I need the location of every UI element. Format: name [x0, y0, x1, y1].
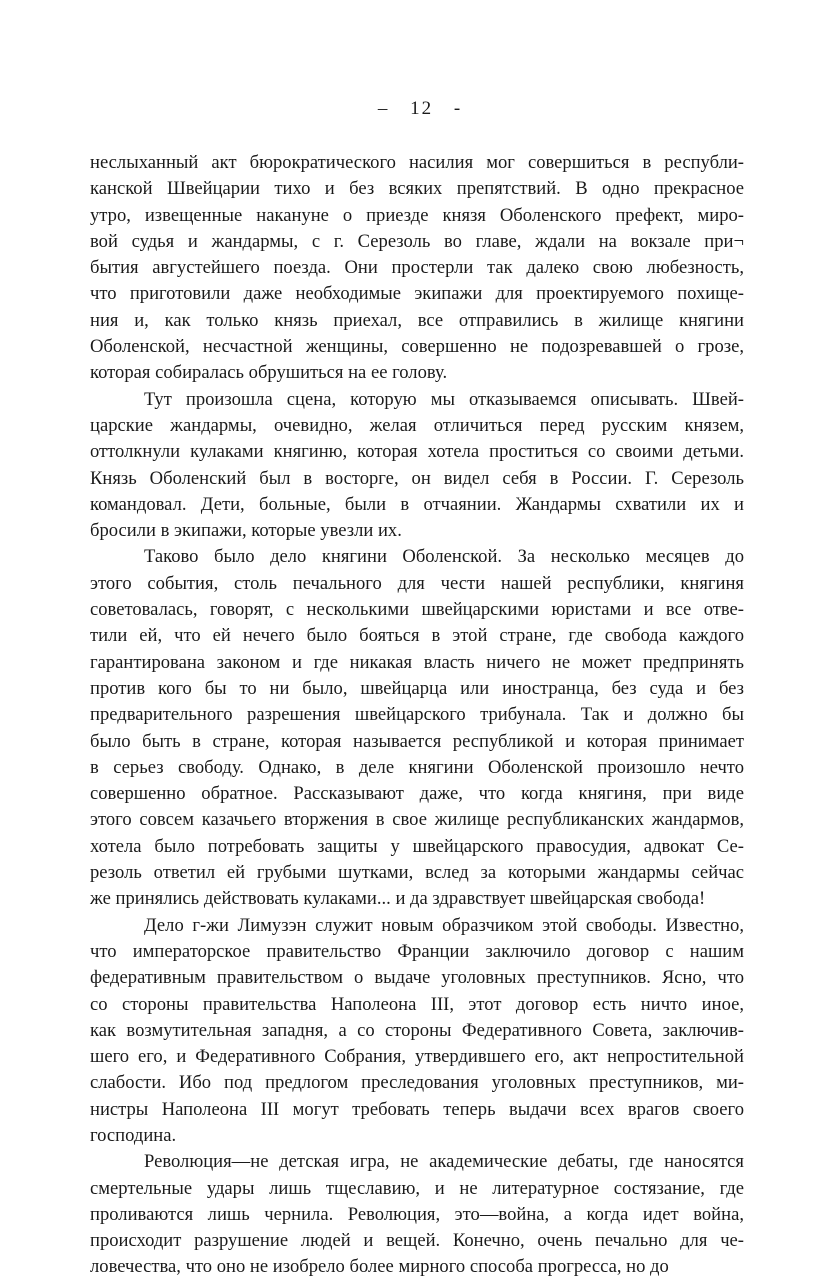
text-line: утро, извещенные накануне о приезде князя Оболенского префект, миро-	[90, 204, 744, 226]
paragraph	[90, 387, 744, 545]
text-line: слабости. Ибо под предлогом преследования уголовных преступников, ми-	[90, 1072, 744, 1094]
text-line: Оболенской, несчастной женщины, совершенно не подозревавшей о грозе,	[90, 336, 744, 358]
text-line: канской Швейцарии тихо и без всяких препятствий. В одно прекрасное	[90, 178, 744, 200]
text-line: происходит разрушение людей и вещей. Конечно, очень печально для че-	[90, 1230, 744, 1252]
text-line: со стороны правительства Наполеона III, этот договор есть ничто иное,	[90, 993, 744, 1015]
text-line: что императорское правительство Франции заключило договор с нашим	[90, 940, 744, 962]
text-line: Революция—не детская игра, не академические дебаты, где наносятся	[144, 1151, 744, 1173]
text-line: командовал. Дети, больные, были в отчаянии. Жандармы схватили их и	[90, 493, 744, 515]
text-line: ния и, как только князь приехал, все отправились в жилище княгини	[90, 309, 744, 331]
page-number-right-dash: -	[453, 98, 463, 119]
text-line: царские жандармы, очевидно, желая отличиться перед русским князем,	[90, 414, 744, 436]
text-line: этого совсем казачьего вторжения в свое жилище республиканских жандармов,	[90, 809, 744, 831]
text-line: оттолкнули кулаками княгиню, которая хотела проститься со своими детьми.	[90, 441, 744, 463]
text-line: гарантирована законом и где никакая власть ничего не может предпринять	[90, 651, 744, 673]
text-line: хотела было потребовать защиты у швейцарского правосудия, адвокат Се-	[90, 835, 744, 857]
text-line: что приготовили даже необходимые экипажи для проектируемого похище-	[90, 283, 744, 305]
body-text	[90, 150, 744, 1281]
text-line: неслыханный акт бюрократического насилия мог совершиться в республи-	[90, 152, 744, 173]
page-number-value: 12	[410, 98, 434, 119]
text-line: Тут произошла сцена, которую мы отказываемся описывать. Швей-	[144, 388, 744, 410]
text-line: в серьез свободу. Однако, в деле княгини Оболенской произошло нечто	[90, 756, 744, 778]
text-line: федеративным правительством о выдаче уголовных преступников. Ясно, что	[90, 967, 744, 989]
paragraph	[90, 544, 744, 912]
text-line: смертельные удары лишь тщеславию, и не литературное состязание, где	[90, 1177, 744, 1199]
text-line: шего его, и Федеративного Собрания, утвердившего его, акт непростительной	[90, 1046, 744, 1068]
text-line: резоль ответил ей грубыми шутками, вслед за которыми жандармы сейчас	[90, 862, 744, 884]
text-line: против кого бы то ни было, швейцарца или иностранца, без суда и без	[90, 677, 744, 699]
text-line: вой судья и жандармы, с г. Серезоль во главе, ждали на вокзале при¬	[90, 230, 744, 252]
text-line: было быть в стране, которая называется республикой и которая принимает	[90, 730, 744, 752]
text-line: этого события, столь печального для чести нашей республики, княгиня	[90, 572, 744, 594]
text-line: Дело г-жи Лимузэн служит новым образчиком этой свободы. Известно,	[144, 914, 744, 936]
text-line: бытия августейшего поезда. Они простерли так далеко свою любезность,	[90, 257, 744, 279]
text-line: совершенно обратное. Рассказывают даже, что когда княгиня, при виде	[90, 783, 744, 805]
text-line: господина.	[90, 1124, 177, 1146]
paragraph	[90, 913, 744, 1150]
text-line: как возмутительная западня, а со стороны Федеративного Совета, заключив-	[90, 1019, 744, 1041]
text-line: же принялись действовать кулаками... и да здравствует швейцарская свобода!	[90, 888, 706, 910]
page-number	[0, 98, 840, 120]
text-line: которая собиралась обрушиться на ее голову.	[90, 362, 448, 384]
page-number-left-dash: –	[377, 98, 390, 119]
paragraph	[90, 1149, 744, 1280]
text-line: ловечества, что оно не изобрело более мирного способа прогресса, но до	[90, 1256, 669, 1278]
text-line: Таково было дело княгини Оболенской. За несколько месяцев до	[144, 546, 744, 568]
text-line: бросили в экипажи, которые увезли их.	[90, 520, 402, 542]
text-line: предварительного разрешения швейцарского трибунала. Так и должно бы	[90, 704, 744, 726]
text-line: проливаются лишь чернила. Революция, это—война, а когда идет война,	[90, 1203, 744, 1225]
text-line: нистры Наполеона III могут требовать теперь выдачи всех врагов своего	[90, 1098, 744, 1120]
text-line: тили ей, что ей нечего было бояться в этой стране, где свобода каждого	[90, 625, 744, 647]
text-line: советовалась, говорят, с несколькими швейцарскими юристами и все отве-	[90, 599, 744, 621]
text-line: Князь Оболенский был в восторге, он видел себя в России. Г. Серезоль	[90, 467, 744, 489]
paragraph	[90, 150, 744, 387]
